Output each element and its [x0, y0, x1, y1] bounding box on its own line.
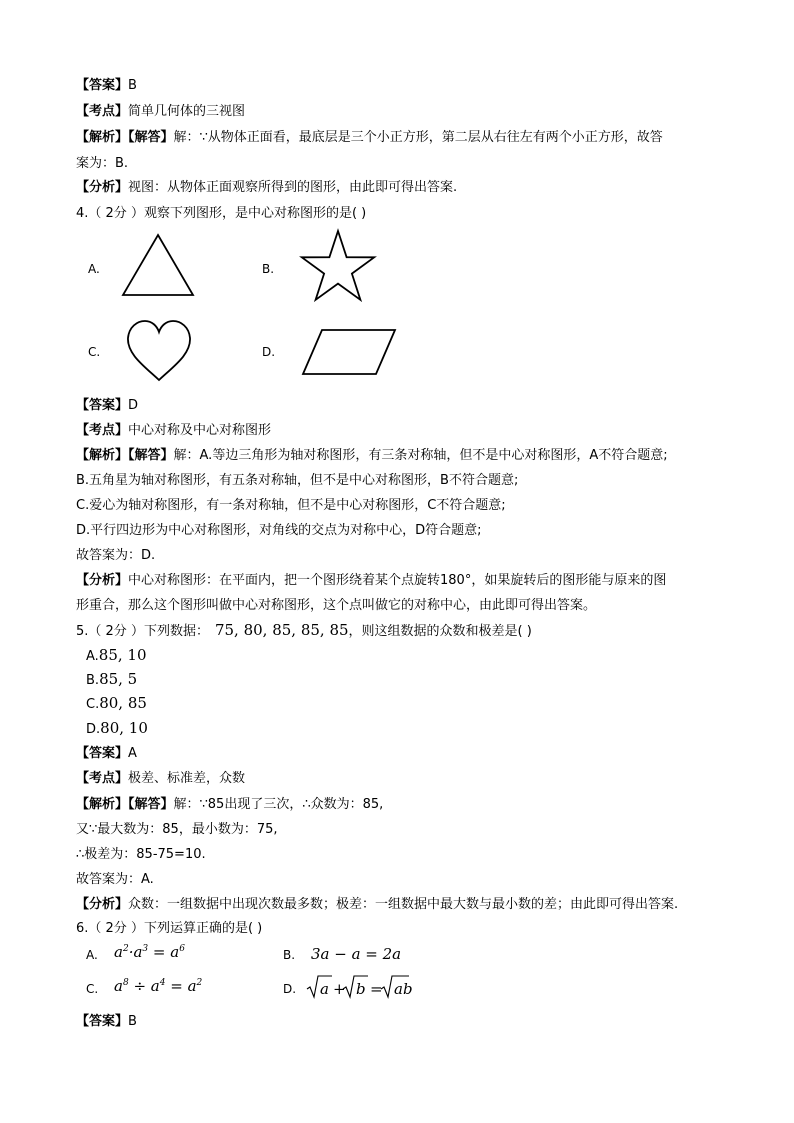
svg-text:+: + — [333, 980, 346, 998]
star-shape — [298, 229, 378, 305]
q6-answer-value: B — [128, 1014, 137, 1029]
answer-line — [76, 77, 137, 95]
q4-answer-line — [76, 397, 138, 415]
q6-option-c-formula: $a^8 \div a^4 = a^2$ — [114, 977, 203, 995]
q6-option-b-label: B. — [283, 948, 296, 962]
fx-value: 视图：从物体正面观察所得到的图形，由此即可得出答案. — [128, 180, 458, 195]
q5-option-a-value: 85, 10 — [98, 646, 147, 664]
q4-fx-line — [76, 572, 666, 590]
q5-kp-value: 极差、标准差，众数 — [128, 771, 246, 786]
q5-jx-tag: 【解析】【解答】 — [76, 797, 174, 812]
q6-answer-tag: 【答案】 — [76, 1014, 129, 1029]
kp-value: 简单几何体的三视图 — [128, 104, 246, 119]
q5-answer-value: A — [128, 746, 137, 761]
answer-value: B — [128, 78, 137, 93]
q4-kp-value: 中心对称及中心对称图形 — [128, 423, 272, 438]
q5-stem-data: 75, 80, 85, 85, 85 — [214, 621, 349, 639]
q5-option-c — [86, 694, 147, 714]
q4-answer-value: D — [128, 398, 139, 413]
q6-option-c-label: C. — [86, 982, 99, 996]
svg-text:ab: ab — [394, 980, 413, 998]
q5-option-c-label: C. — [86, 697, 100, 712]
q4-fx-tag: 【分析】 — [76, 573, 129, 588]
q5-stem-a: 5.（ 2分 ）下列数据： — [76, 624, 209, 639]
q5-jx-value: 解：∵85出现了三次，∴众数为：85, — [173, 797, 384, 812]
parallelogram-shape — [300, 327, 398, 377]
q5-option-c-value: 80, 85 — [99, 694, 147, 712]
q4-jx-line-4: D.平行四边形为中心对称图形，对角线的交点为对称中心，D符合题意; — [76, 523, 482, 538]
q5-stem-b: ，则这组数据的众数和极差是( ) — [348, 624, 532, 639]
q5-fx-line — [76, 896, 678, 914]
question-6-stem: 6.（ 2分 ）下列运算正确的是( ) — [76, 921, 263, 936]
q4-fx-line-2: 形重合，那么这个图形叫做中心对称图形，这个点叫做它的对称中心，由此即可得出答案。 — [76, 598, 597, 613]
q6-option-d-label: D. — [283, 982, 297, 996]
analysis-line-2: 案为：B. — [76, 156, 129, 171]
svg-text:a: a — [320, 980, 329, 998]
q4-jx-line-5: 故答案为：D. — [76, 548, 156, 563]
analysis-line — [76, 129, 663, 147]
q4-kp-line — [76, 422, 271, 440]
question-5-stem — [76, 621, 532, 641]
q6-answer-line — [76, 1013, 137, 1031]
q5-kp-tag: 【考点】 — [76, 771, 129, 786]
question-4-stem: 4.（ 2分 ）观察下列图形，是中心对称图形的是( ) — [76, 206, 367, 221]
q5-option-b-value: 85, 5 — [99, 670, 138, 688]
q4-option-a-label: A. — [88, 262, 100, 276]
q5-answer-line — [76, 745, 137, 763]
svg-text:=: = — [370, 980, 383, 998]
q5-kp-line — [76, 770, 245, 788]
q5-jx-line-4: 故答案为：A. — [76, 872, 154, 887]
q5-option-a — [86, 646, 147, 666]
q5-option-d-value: 80, 10 — [100, 719, 148, 737]
knowledge-point-line — [76, 103, 245, 121]
heart-shape — [124, 318, 194, 384]
q4-jx-tag: 【解析】【解答】 — [76, 448, 174, 463]
q4-option-b-label: B. — [262, 262, 275, 276]
q6-option-a-label: A. — [86, 948, 98, 962]
reasoning-line — [76, 179, 457, 197]
fx-tag: 【分析】 — [76, 180, 129, 195]
q4-fx-value: 中心对称图形：在平面内，把一个图形绕着某个点旋转180°，如果旋转后的图形能与原来的图 — [128, 573, 667, 588]
q4-jx-line-3: C.爱心为轴对称图形，有一条对称轴，但不是中心对称图形，C不符合题意; — [76, 498, 506, 513]
q5-option-d — [86, 719, 148, 739]
q6-option-b-formula: 3a − a = 2a — [311, 945, 402, 963]
svg-text:b: b — [356, 980, 366, 998]
q5-jx-line-2: 又∵最大数为：85，最小数为：75, — [76, 822, 278, 837]
q5-jx-line — [76, 796, 383, 814]
q5-fx-tag: 【分析】 — [76, 897, 129, 912]
jx-tag: 【解析】【解答】 — [76, 130, 174, 145]
q5-option-d-label: D. — [86, 722, 101, 737]
q6-option-d-formula — [306, 972, 413, 1002]
q4-option-d-label: D. — [262, 345, 276, 359]
q5-option-b-label: B. — [86, 673, 100, 688]
q6-option-a-formula: $a^2\cdot a^3 = a^6$ — [114, 943, 185, 961]
q4-jx-line-2: B.五角星为轴对称图形，有五条对称轴，但不是中心对称图形，B不符合题意; — [76, 473, 519, 488]
q5-fx-value: 众数：一组数据中出现次数最多数；极差：一组数据中最大数与最小数的差；由此即可得出答案. — [128, 897, 679, 912]
q5-option-b — [86, 670, 137, 690]
q4-answer-tag: 【答案】 — [76, 398, 129, 413]
answer-tag: 【答案】 — [76, 78, 129, 93]
q5-jx-line-3: ∴极差为：85-75=10. — [76, 847, 206, 862]
q4-jx-line — [76, 447, 668, 465]
triangle-shape — [120, 233, 196, 297]
q5-option-a-label: A. — [86, 649, 99, 664]
jx-value: 解：∵从物体正面看，最底层是三个小正方形，第二层从右往左有两个小正方形，故答 — [173, 130, 663, 145]
q4-jx-value: 解：A.等边三角形为轴对称图形，有三条对称轴，但不是中心对称图形，A不符合题意; — [173, 448, 668, 463]
kp-tag: 【考点】 — [76, 104, 129, 119]
q4-option-c-label: C. — [88, 345, 101, 359]
q5-answer-tag: 【答案】 — [76, 746, 129, 761]
q4-kp-tag: 【考点】 — [76, 423, 129, 438]
